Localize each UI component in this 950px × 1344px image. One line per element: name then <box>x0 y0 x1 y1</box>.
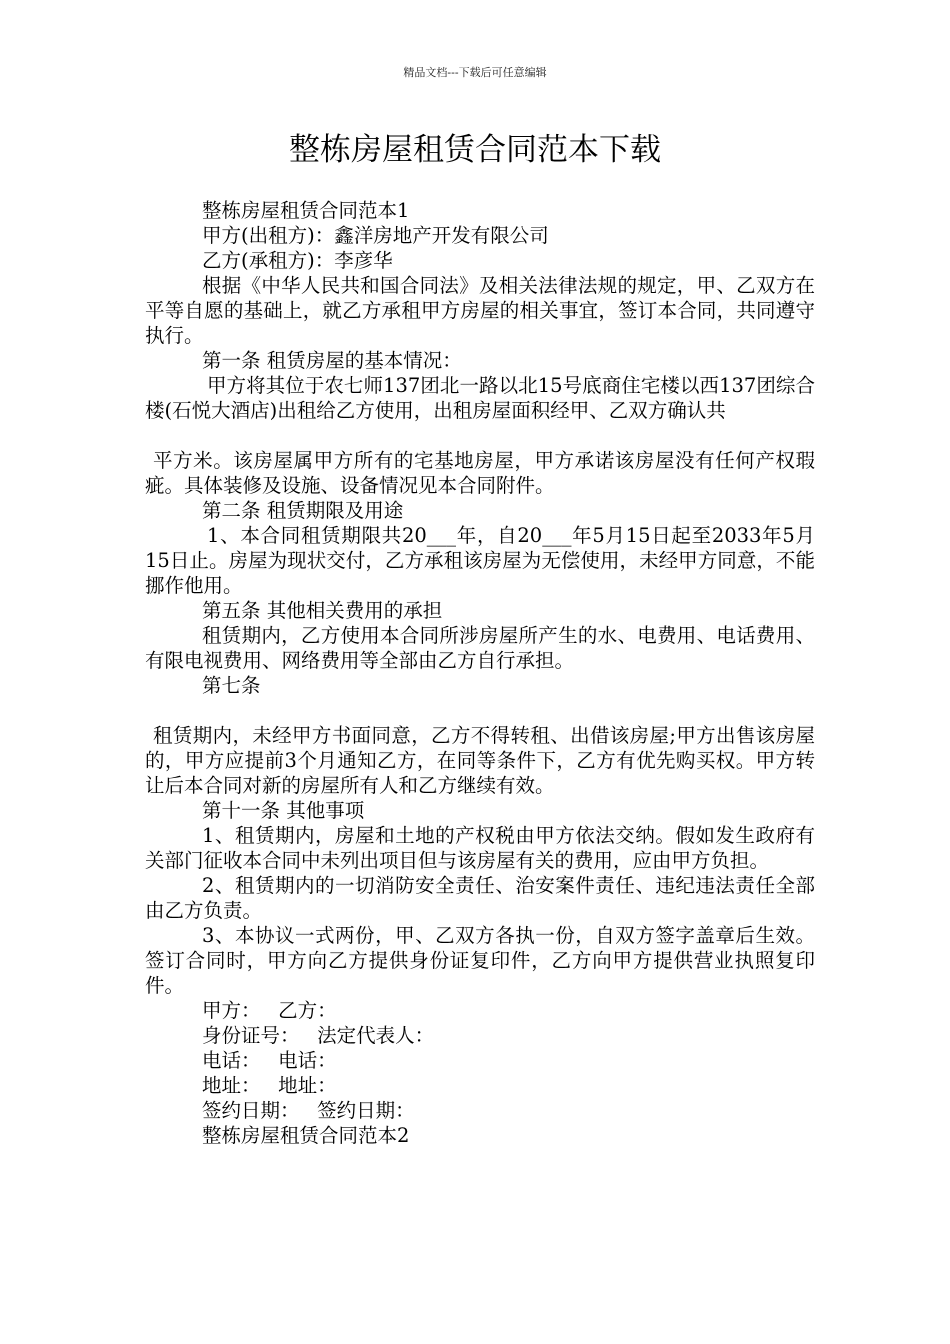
article-5-paragraph: 租赁期内，乙方使用本合同所涉房屋所产生的水、电费用、电话费用、有限电视费用、网络费用等全部由乙方自行承担。 <box>145 624 815 672</box>
article-11-item-1: 1、租赁期内，房屋和土地的产权税由甲方依法交纳。假如发生政府有关部门征收本合同中未列出项目但与该房屋有关的费用，应由甲方负担。 <box>145 824 815 872</box>
article-11-item-3: 3、本协议一式两份，甲、乙双方各执一份，自双方签字盖章后生效。签订合同时，甲方向乙方提供身份证复印件，乙方向甲方提供营业执照复印件。 <box>145 924 815 997</box>
signature-address-b: 地址： <box>278 1074 337 1097</box>
preamble-paragraph: 根据《中华人民共和国合同法》及相关法律法规的规定，甲、乙双方在平等自愿的基础上，就乙方承租甲方房屋的相关事宜，签订本合同，共同遵守执行。 <box>145 274 815 347</box>
signature-phone-row <box>145 1048 815 1073</box>
sample-2-heading: 整栋房屋租赁合同范本2 <box>202 1124 410 1147</box>
article-2-heading: 第二条 租赁期限及用途 <box>202 499 404 522</box>
header-note: 精品文档---下载后可任意编辑 <box>403 66 547 79</box>
article-7-paragraph: 租赁期内，未经甲方书面同意，乙方不得转租、出借该房屋;甲方出售该房屋的，甲方应提前3个月通知乙方，在同等条件下，乙方有优先购买权。甲方转让后本合同对新的房屋所有人和乙方继续有效。 <box>145 724 815 797</box>
document-title: 整栋房屋租赁合同范本下载 <box>289 132 661 168</box>
article-11-item-2: 2、租赁期内的一切消防安全责任、治安案件责任、违纪违法责任全部由乙方负责。 <box>145 874 815 922</box>
signature-party-b: 乙方： <box>278 999 337 1022</box>
signature-address-a: 地址： <box>202 1074 261 1097</box>
article-2-paragraph: 1、本合同租赁期限共20___年，自20___年5月15日起至2033年5月15日止。房屋为现状交付，乙方承租该房屋为无偿使用，未经甲方同意，不能挪作他用。 <box>145 524 815 597</box>
signature-id-number: 身份证号： <box>202 1024 300 1047</box>
article-7-heading: 第七条 <box>202 674 261 697</box>
blank-line <box>145 698 815 723</box>
party-a-line: 甲方(出租方)：鑫洋房地产开发有限公司 <box>202 224 549 247</box>
document-body <box>145 198 815 1148</box>
party-b-line: 乙方(承租方)：李彦华 <box>202 249 393 272</box>
signature-party-row <box>145 998 815 1023</box>
blank-line <box>145 423 815 448</box>
signature-date-a: 签约日期： <box>202 1099 300 1122</box>
article-5-heading: 第五条 其他相关费用的承担 <box>202 599 443 622</box>
article-1-continuation: 平方米。该房屋属甲方所有的宅基地房屋，甲方承诺该房屋没有任何产权瑕疵。具体装修及设施、设备情况见本合同附件。 <box>145 449 815 497</box>
signature-id-row <box>145 1023 815 1048</box>
signature-date-row <box>145 1098 815 1123</box>
article-11-heading: 第十一条 其他事项 <box>202 799 365 822</box>
signature-party-a: 甲方： <box>202 999 261 1022</box>
article-1-paragraph: 甲方将其位于农七师137团北一路以北15号底商住宅楼以西137团综合楼(石悦大酒店)出租给乙方使用，出租房屋面积经甲、乙双方确认共 <box>145 374 815 422</box>
signature-phone-b: 电话： <box>278 1049 337 1072</box>
signature-date-b: 签约日期： <box>317 1099 415 1122</box>
sample-heading: 整栋房屋租赁合同范本1 <box>202 199 410 222</box>
signature-legal-representative: 法定代表人： <box>317 1024 435 1047</box>
signature-address-row <box>145 1073 815 1098</box>
signature-phone-a: 电话： <box>202 1049 261 1072</box>
article-1-heading: 第一条 租赁房屋的基本情况： <box>202 349 462 372</box>
